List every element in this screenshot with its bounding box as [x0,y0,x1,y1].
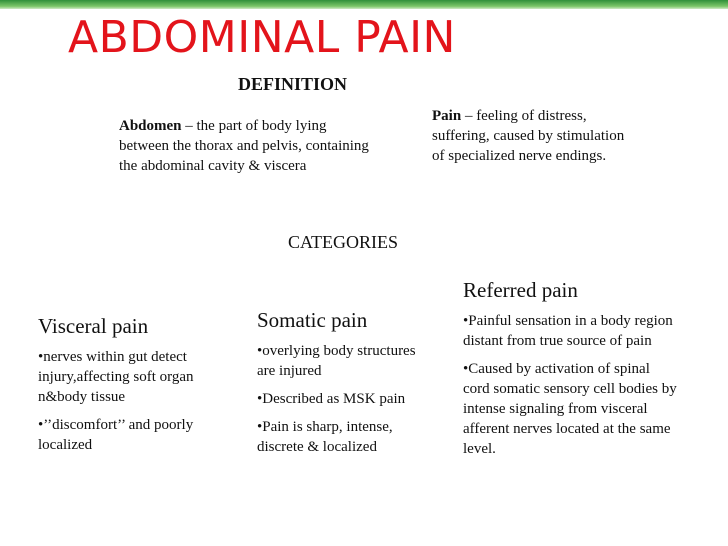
referred-bullet: •Caused by activation of spinal cord somatic sensory cell bodies by intense signaling from visceral afferent nerves located at the same level. [463,361,677,457]
somatic-pain-column [257,307,427,465]
somatic-bullet: •Pain is sharp, intense, discrete & localized [257,419,393,455]
pain-definition [432,106,632,166]
referred-bullet: •Painful sensation in a body region distant from true source of pain [463,313,673,349]
visceral-bullet: •nerves within gut detect injury,affecting soft organ n&body tissue [38,349,194,405]
definition-heading: DEFINITION [238,74,348,94]
visceral-pain-heading: Visceral pain [38,314,149,338]
abdomen-term: Abdomen [119,118,182,134]
pain-text: – feeling of distress, suffering, caused by stimulation of specialized nerve endings. [432,108,625,164]
somatic-bullet: •Described as MSK pain [257,391,406,407]
header-accent-bar [0,0,728,9]
abdomen-text: – the part of body lying between the thorax and pelvis, containing the abdominal cavity & viscera [119,118,369,174]
referred-pain-heading: Referred pain [463,278,578,302]
slide-title: ABDOMINAL PAIN [68,12,456,63]
somatic-pain-heading: Somatic pain [257,308,368,332]
referred-pain-column [463,277,679,467]
pain-term: Pain [432,108,462,124]
categories-heading: CATEGORIES [288,232,399,252]
visceral-bullet: •’’discomfort’’ and poorly localized [38,417,194,453]
visceral-pain-column [38,313,234,463]
abdomen-definition [119,116,379,176]
somatic-bullet: •overlying body structures are injured [257,343,416,379]
